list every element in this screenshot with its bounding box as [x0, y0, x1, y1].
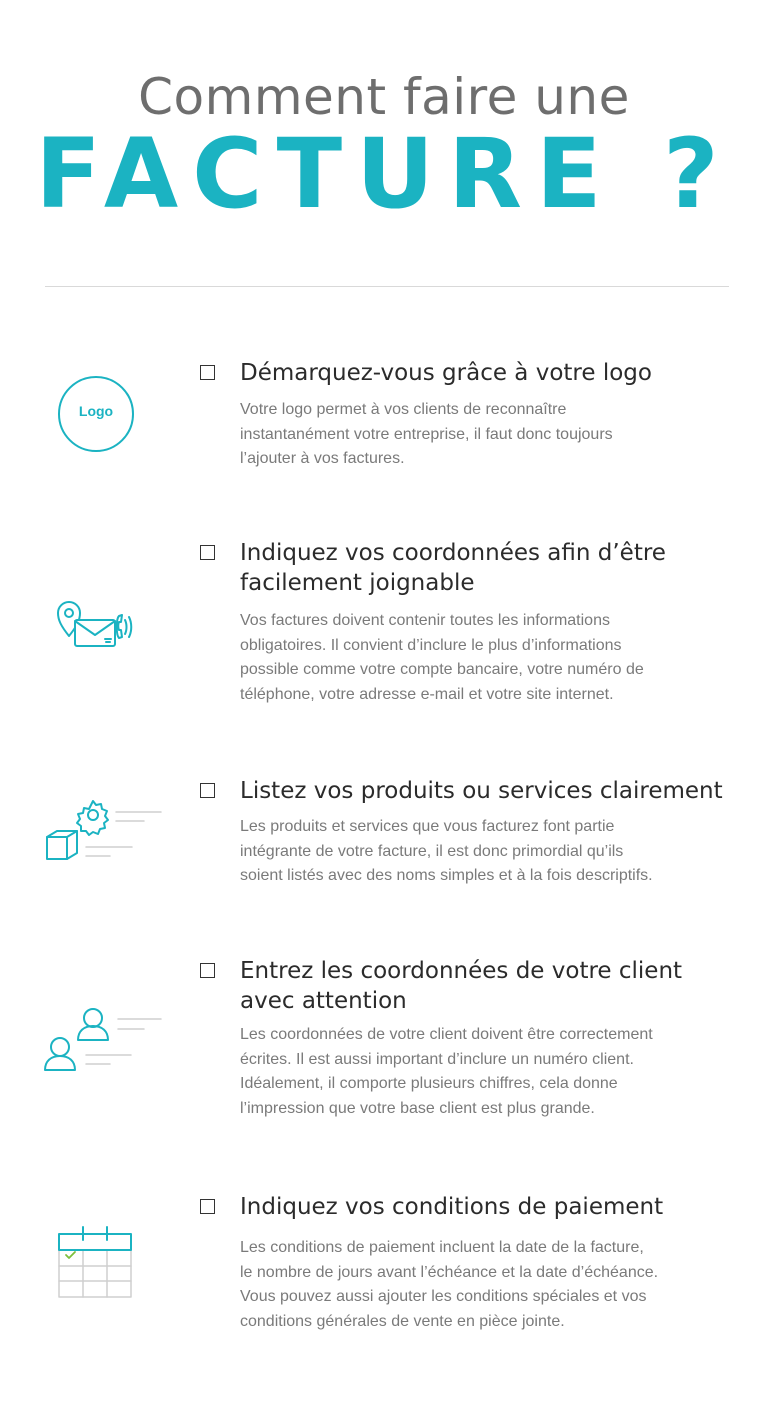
item-description: Votre logo permet à vos clients de reconnaître instantanément votre entreprise, il faut donc toujours l’ajouter à vos factures.	[240, 401, 613, 467]
item-heading: Indiquez vos conditions de paiement	[240, 1194, 664, 1220]
clients-icon	[42, 1004, 166, 1076]
logo-circle-icon	[57, 375, 135, 453]
checkbox[interactable]	[200, 963, 215, 978]
item-heading: Démarquez-vous grâce à votre logo	[240, 360, 652, 386]
item-description: Les produits et services que vous facturez font partie intégrante de votre facture, il est donc primordial qu’ils soient listés avec des noms simples et à la fois descriptifs.	[240, 818, 653, 884]
checkbox[interactable]	[200, 545, 215, 560]
products-services-icon	[44, 797, 166, 867]
checkbox[interactable]	[200, 1199, 215, 1214]
item-heading: Listez vos produits ou services clairement	[240, 778, 723, 804]
logo-label: Logo	[78, 403, 114, 419]
item-description: Vos factures doivent contenir toutes les informations obligatoires. Il convient d’inclure le plus d’informations possible comme votre compte bancaire, votre numéro de téléphone, votre adresse e-mail et votre site internet.	[240, 612, 644, 703]
page-subtitle: Comment faire une	[138, 68, 630, 126]
divider	[45, 286, 729, 287]
page-title: FACTURE ?	[35, 118, 733, 230]
checkbox[interactable]	[200, 783, 215, 798]
item-description: Les coordonnées de votre client doivent être correctement écrites. Il est aussi important d’inclure un numéro client. Idéalement, il comporte plusieurs chiffres, cela donne l’impression que votre base client est plus grande.	[240, 1026, 653, 1117]
item-heading: Indiquez vos coordonnées afin d’être facilement joignable	[240, 540, 666, 596]
contact-icon	[55, 598, 135, 650]
calendar-icon	[56, 1224, 134, 1300]
item-description: Les conditions de paiement incluent la date de la facture, le nombre de jours avant l’échéance et la date d’échéance. Vous pouvez aussi ajouter les conditions spéciales et vos conditions générales de vente en pièce jointe.	[240, 1239, 659, 1330]
checkbox[interactable]	[200, 365, 215, 380]
item-heading: Entrez les coordonnées de votre client avec attention	[240, 958, 683, 1014]
